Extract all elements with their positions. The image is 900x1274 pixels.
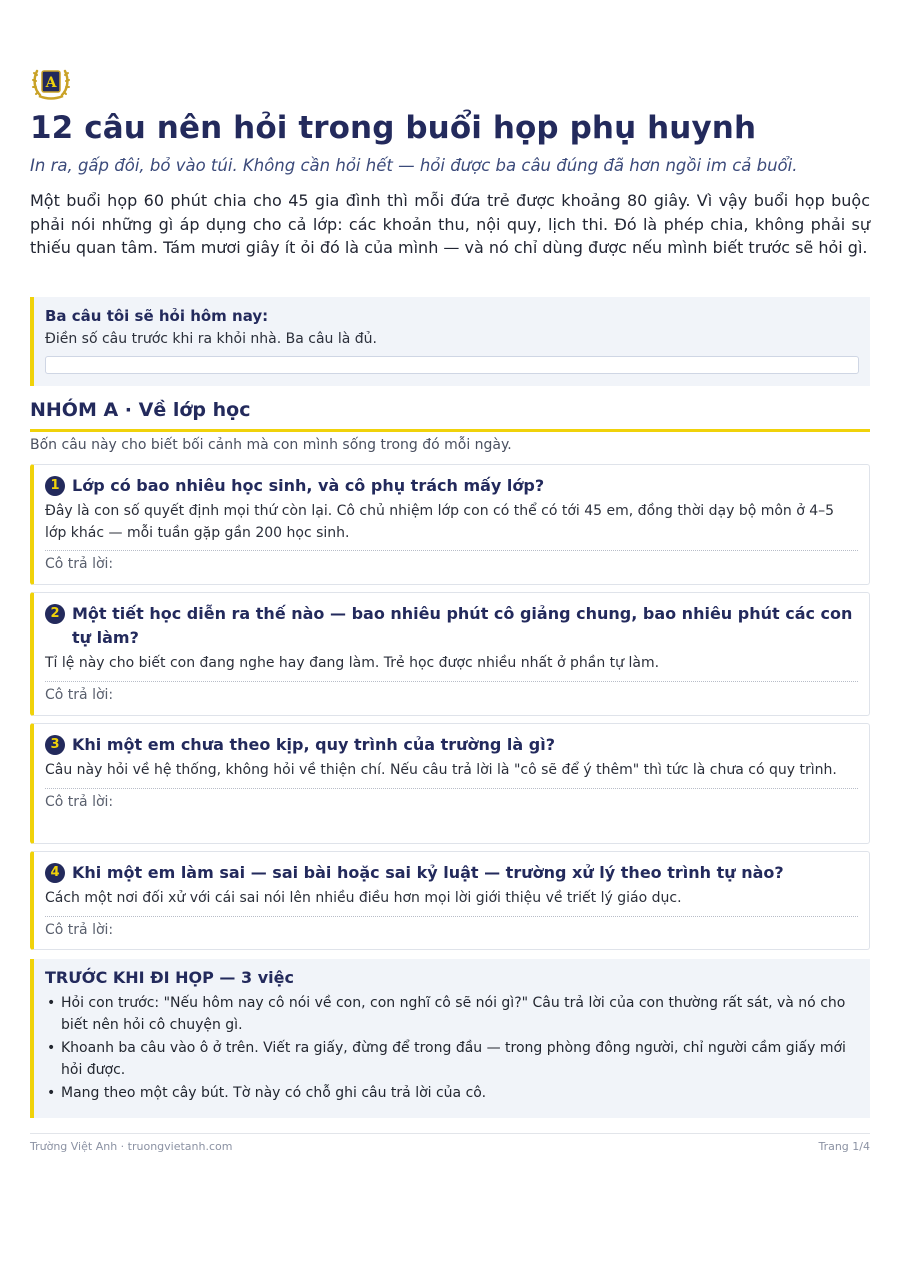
pick-three-box bbox=[30, 297, 870, 386]
before-meeting-box bbox=[30, 959, 870, 1118]
question-explanation: Tỉ lệ này cho biết con đang nghe hay đang làm. Trẻ học được nhiều nhất ở phần tự làm. bbox=[45, 655, 660, 671]
bullet-icon: • bbox=[47, 995, 56, 1011]
question-card bbox=[30, 592, 870, 716]
before-meeting-title: TRƯỚC KHI ĐI HỌP — 3 việc bbox=[45, 968, 294, 987]
question-title: Một tiết học diễn ra thế nào — bao nhiêu phút cô giảng chung, bao nhiêu phút các con tự làm? bbox=[72, 604, 853, 647]
pick-box-hint: Điền số câu trước khi ra khỏi nhà. Ba câu là đủ. bbox=[45, 331, 377, 347]
question-explanation: Cách một nơi đối xử với cái sai nói lên nhiều điều hơn mọi lời giới thiệu về triết lý giáo dục. bbox=[45, 890, 682, 906]
list-item-text: Khoanh ba câu vào ô ở trên. Viết ra giấy, đừng để trong đầu — trong phòng đông người, chỉ người cầm giấy mới hỏi được. bbox=[61, 1040, 846, 1078]
intro-paragraph: Một buổi họp 60 phút chia cho 45 gia đình thì mỗi đứa trẻ được khoảng 80 giây. Vì vậy buổi họp buộc phải nói những gì áp dụng cho cả lớp: các khoản thu, nội quy, lịch thi. Đó là phép chia, không phải sự thiếu quan tâm. Tám mươi giây ít ỏi đó là của mình — và nó chỉ dùng được nếu mình biết trước sẽ hỏi gì. bbox=[30, 191, 870, 257]
question-explanation: Câu này hỏi về hệ thống, không hỏi về thiện chí. Nếu câu trả lời là "cô sẽ để ý thêm" thì tức là chưa có quy trình. bbox=[45, 762, 837, 778]
question-card bbox=[30, 723, 870, 844]
question-number-badge: 2 bbox=[45, 604, 65, 624]
list-item bbox=[45, 1038, 859, 1081]
question-header bbox=[45, 861, 858, 885]
page-footer bbox=[30, 1133, 870, 1153]
logo-letter: A bbox=[45, 75, 57, 91]
question-card bbox=[30, 851, 870, 950]
question-explanation: Đây là con số quyết định mọi thứ còn lại. Cô chủ nhiệm lớp con có thể có tới 45 em, đồng thời dạy bộ môn ở 4–5 lớp khác — mỗi tuần gặp gần 200 học sinh. bbox=[45, 503, 835, 541]
question-title: Khi một em chưa theo kịp, quy trình của trường là gì? bbox=[72, 735, 555, 754]
answer-field[interactable]: Cô trả lời: bbox=[45, 793, 114, 810]
question-header bbox=[45, 733, 858, 757]
footer-source: Trường Việt Anh · truongvietanh.com bbox=[30, 1140, 233, 1153]
pick-box-input[interactable] bbox=[45, 356, 859, 374]
answer-field[interactable]: Cô trả lời: bbox=[45, 921, 114, 938]
list-item-text: Mang theo một cây bút. Tờ này có chỗ ghi câu trả lời của cô. bbox=[61, 1085, 487, 1101]
page-number: Trang 1/4 bbox=[818, 1140, 870, 1153]
bullet-icon: • bbox=[47, 1040, 56, 1056]
list-item bbox=[45, 1083, 859, 1105]
question-title: Lớp có bao nhiêu học sinh, và cô phụ trách mấy lớp? bbox=[72, 476, 545, 495]
answer-field[interactable]: Cô trả lời: bbox=[45, 556, 114, 572]
school-logo-icon bbox=[31, 65, 71, 101]
question-header bbox=[45, 602, 858, 650]
pick-box-title: Ba câu tôi sẽ hỏi hôm nay: bbox=[45, 307, 269, 325]
question-header bbox=[45, 474, 858, 498]
list-item bbox=[45, 993, 859, 1036]
page-title: 12 câu nên hỏi trong buổi họp phụ huynh bbox=[30, 110, 757, 146]
group-a-description: Bốn câu này cho biết bối cảnh mà con mình sống trong đó mỗi ngày. bbox=[30, 437, 512, 453]
question-number-badge: 4 bbox=[45, 863, 65, 883]
question-number-badge: 1 bbox=[45, 476, 65, 496]
answer-field[interactable]: Cô trả lời: bbox=[45, 686, 114, 703]
list-item-text: Hỏi con trước: "Nếu hôm nay cô nói về con, con nghĩ cô sẽ nói gì?" Câu trả lời của con thường rất sát, và nó cho biết nên hỏi cô chuyện gì. bbox=[61, 995, 846, 1033]
question-number-badge: 3 bbox=[45, 735, 65, 755]
page-subtitle: In ra, gấp đôi, bỏ vào túi. Không cần hỏi hết — hỏi được ba câu đúng đã hơn ngồi im cả buổi. bbox=[30, 156, 798, 175]
before-meeting-list bbox=[45, 993, 859, 1105]
group-a-title: NHÓM A · Về lớp học bbox=[30, 399, 251, 421]
group-a-header bbox=[30, 399, 870, 432]
question-card bbox=[30, 464, 870, 585]
bullet-icon: • bbox=[47, 1085, 56, 1101]
question-title: Khi một em làm sai — sai bài hoặc sai kỷ luật — trường xử lý theo trình tự nào? bbox=[72, 863, 784, 882]
